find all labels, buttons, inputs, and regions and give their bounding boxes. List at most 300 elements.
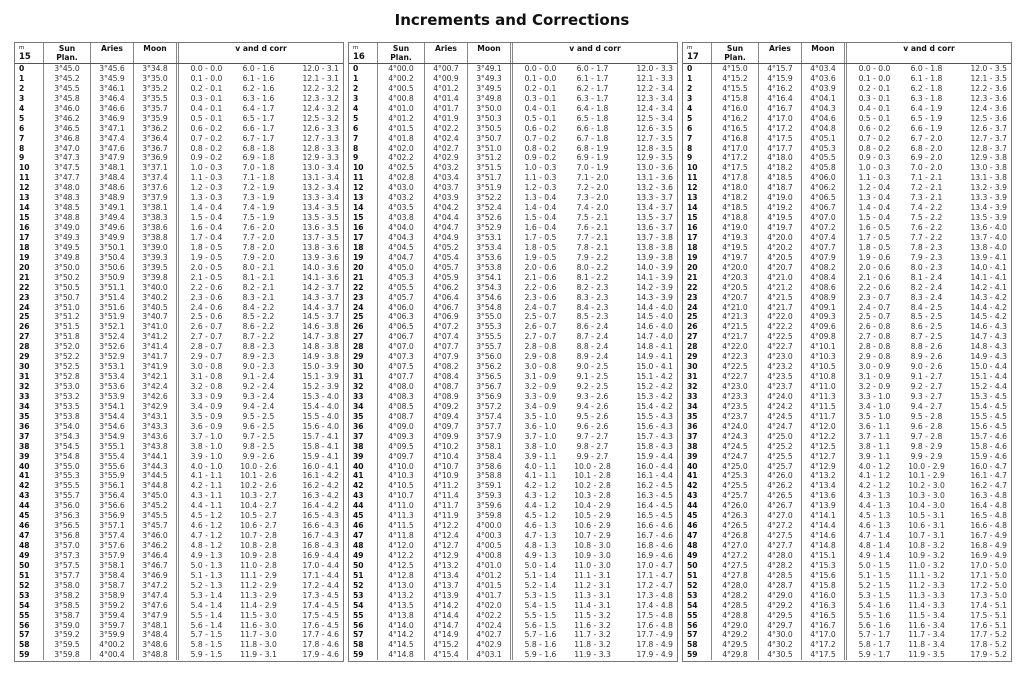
- corr-cell-2: 7.8 - 2.0: [242, 242, 275, 252]
- sun-planets-cell: 3°54.0: [44, 422, 91, 432]
- corr-cell-3: 12.3 - 3.6: [970, 93, 1007, 103]
- corr-cell-2: 7.2 - 2.1: [910, 183, 943, 193]
- corr-cell-1: 2.3 - 0.7: [858, 292, 891, 302]
- corr-cell-2: 7.7 - 2.2: [910, 232, 943, 242]
- aries-cell: 4°09.2: [425, 402, 468, 412]
- corr-cell-3: 14.1 - 3.6: [302, 272, 339, 282]
- sun-planets-cell: 4°06.3: [378, 312, 425, 322]
- moon-cell: 4°11.7: [802, 412, 847, 422]
- corr-cell-2: 6.4 - 1.7: [242, 103, 275, 113]
- aries-cell: 3°49.9: [91, 233, 134, 243]
- seconds-cell: 5: [15, 114, 44, 124]
- corr-cell-1: 4.1 - 1.2: [858, 471, 891, 481]
- corr-cell-2: 8.0 - 2.1: [242, 262, 275, 272]
- corr-cell-2: 11.8 - 3.4: [908, 640, 945, 650]
- seconds-cell: 18: [15, 243, 44, 253]
- increments-table-17: [682, 42, 1012, 662]
- sun-planets-cell: 4°02.2: [378, 153, 425, 163]
- aries-cell: 4°02.4: [425, 134, 468, 144]
- table-row: [683, 561, 1011, 571]
- table-row: [349, 422, 677, 432]
- table-row: [683, 183, 1011, 193]
- corr-cell-2: 10.5 - 3.1: [908, 511, 945, 521]
- seconds-cell: 51: [349, 571, 378, 581]
- corr-cell-2: 10.7 - 3.1: [908, 531, 945, 541]
- sun-planets-cell: 4°03.5: [378, 203, 425, 213]
- corr-cell-1: 3.4 - 1.0: [858, 401, 891, 411]
- corr-cell-1: 2.6 - 0.8: [858, 322, 891, 332]
- corr-cell-3: 12.0 - 3.5: [970, 64, 1007, 73]
- corr-cell-1: 0.0 - 0.0: [858, 64, 891, 73]
- corr-cell-2: 9.7 - 2.7: [576, 431, 609, 441]
- moon-cell: 4°02.9: [468, 640, 513, 650]
- corr-cell-1: 1.1 - 0.3: [190, 173, 223, 183]
- seconds-cell: 9: [683, 153, 712, 163]
- aries-cell: 3°47.6: [91, 144, 134, 154]
- moon-cell: 3°54.3: [468, 283, 513, 293]
- corr-cell-2: 10.5 - 2.9: [574, 511, 611, 521]
- corr-cell-3: 15.9 - 4.6: [970, 451, 1007, 461]
- corr-cell-2: 10.2 - 2.8: [574, 481, 611, 491]
- sun-planets-cell: 3°54.3: [44, 432, 91, 442]
- corr-cell-1: 4.0 - 1.1: [524, 461, 557, 471]
- moon-cell: 4°03.4: [802, 64, 847, 74]
- corr-cell-1: 4.0 - 1.0: [190, 461, 223, 471]
- aries-cell: 4°23.7: [759, 382, 802, 392]
- table-row: [15, 153, 343, 163]
- aries-cell: 3°49.1: [91, 203, 134, 213]
- corr-cell-2: 9.4 - 2.7: [910, 401, 943, 411]
- moon-cell: 3°47.2: [134, 581, 179, 591]
- seconds-cell: 10: [349, 163, 378, 173]
- moon-cell: 3°40.0: [134, 283, 179, 293]
- seconds-cell: 12: [683, 183, 712, 193]
- sun-planets-cell: 4°04.7: [378, 253, 425, 263]
- corr-cell-3: 14.3 - 3.9: [636, 292, 673, 302]
- sun-planets-cell: 4°17.0: [712, 144, 759, 154]
- sun-planets-cell: 4°20.3: [712, 273, 759, 283]
- corr-cell-3: 16.5 - 4.5: [636, 511, 673, 521]
- corr-cell-3: 14.3 - 4.2: [970, 292, 1007, 302]
- corr-cell-1: 5.9 - 1.5: [190, 650, 223, 660]
- corr-cell-1: 3.4 - 0.9: [190, 401, 223, 411]
- corr-cell-2: 7.8 - 2.1: [576, 242, 609, 252]
- corr-cell-1: 2.8 - 0.8: [524, 342, 557, 352]
- aries-cell: 3°50.4: [91, 253, 134, 263]
- corr-cell-2: 6.1 - 1.6: [242, 73, 275, 83]
- corr-cell-3: 12.4 - 3.2: [302, 103, 339, 113]
- corr-cell-3: 12.9 - 3.8: [970, 153, 1007, 163]
- aries-cell: 4°09.9: [425, 432, 468, 442]
- moon-cell: 4°07.4: [802, 233, 847, 243]
- corr-cell-2: 11.5 - 3.0: [240, 610, 277, 620]
- corr-cell-2: 6.5 - 1.8: [576, 113, 609, 123]
- table-row: [683, 571, 1011, 581]
- aries-cell: 3°50.1: [91, 243, 134, 253]
- corr-cell-3: 13.6 - 3.5: [302, 223, 339, 232]
- sun-planets-cell: 4°14.8: [378, 650, 425, 660]
- table-row: [349, 462, 677, 472]
- table-row: [349, 84, 677, 94]
- corr-cell-3: 12.5 - 3.6: [970, 113, 1007, 123]
- moon-cell: 3°51.7: [468, 173, 513, 183]
- seconds-cell: 2: [15, 84, 44, 94]
- moon-cell: 3°35.2: [134, 84, 179, 94]
- aries-cell: 3°45.9: [91, 74, 134, 84]
- moon-cell: 4°08.6: [802, 283, 847, 293]
- seconds-cell: 29: [15, 352, 44, 362]
- sun-planets-cell: 4°20.5: [712, 283, 759, 293]
- corr-cell-3: 16.1 - 4.7: [970, 471, 1007, 481]
- moon-cell: 3°46.2: [134, 541, 179, 551]
- corr-cell-2: 8.7 - 2.2: [242, 332, 275, 342]
- moon-cell: 4°08.9: [802, 293, 847, 303]
- seconds-cell: 3: [683, 94, 712, 104]
- corr-cell-3: 12.4 - 3.4: [636, 103, 673, 113]
- sun-planets-cell: 4°21.7: [712, 332, 759, 342]
- corr-cell-3: 16.2 - 4.2: [302, 481, 339, 491]
- table-row: [15, 114, 343, 124]
- sun-planets-cell: 4°02.8: [378, 173, 425, 183]
- sun-planets-cell: 4°17.8: [712, 173, 759, 183]
- seconds-cell: 8: [15, 144, 44, 154]
- corr-cell-2: 11.4 - 2.9: [240, 600, 277, 610]
- aries-cell: 4°00.4: [91, 650, 134, 660]
- sun-planets-cell: 4°22.0: [712, 342, 759, 352]
- corr-cell-3: 14.1 - 3.9: [636, 272, 673, 282]
- moon-cell: 3°52.4: [468, 203, 513, 213]
- corr-cell-3: 12.0 - 3.1: [302, 64, 339, 73]
- seconds-cell: 56: [349, 621, 378, 631]
- corr-cell-2: 10.7 - 2.8: [240, 531, 277, 541]
- table-row: [349, 74, 677, 84]
- corr-cell-3: 13.4 - 3.9: [970, 203, 1007, 213]
- sun-planets-cell: 4°26.0: [712, 501, 759, 511]
- sun-planets-cell: 4°10.7: [378, 491, 425, 501]
- aries-cell: 3°55.4: [91, 452, 134, 462]
- corr-cell-3: 14.7 - 4.0: [636, 332, 673, 342]
- corr-cell-1: 2.4 - 0.7: [858, 302, 891, 312]
- corr-cell-2: 10.6 - 2.7: [240, 521, 277, 531]
- corr-cell-3: 16.2 - 4.5: [636, 481, 673, 491]
- seconds-cell: 21: [349, 273, 378, 283]
- corr-cell-3: 16.9 - 4.4: [302, 550, 339, 560]
- corr-cell-1: 0.3 - 0.1: [858, 93, 891, 103]
- corr-cell-2: 9.1 - 2.4: [242, 372, 275, 382]
- corr-cell-1: 2.5 - 0.7: [524, 312, 557, 322]
- seconds-cell: 31: [15, 372, 44, 382]
- sun-planets-cell: 4°19.3: [712, 233, 759, 243]
- corr-cell-3: 12.9 - 3.3: [302, 153, 339, 163]
- corr-cell-2: 6.0 - 1.7: [576, 64, 609, 73]
- corr-cell-1: 0.5 - 0.1: [524, 113, 557, 123]
- aries-cell: 4°12.4: [425, 531, 468, 541]
- corr-cell-1: 4.8 - 1.2: [190, 541, 223, 550]
- corr-cell-1: 0.7 - 0.2: [858, 133, 891, 143]
- header-sun-planets: [44, 43, 91, 63]
- table-row: [349, 124, 677, 134]
- corr-cell-2: 9.3 - 2.7: [910, 391, 943, 401]
- table-row: [15, 273, 343, 283]
- corr-cell-2: 11.4 - 3.1: [574, 600, 611, 610]
- corr-cell-2: 11.6 - 3.0: [240, 620, 277, 630]
- aries-cell: 4°20.2: [759, 243, 802, 253]
- corr-cell-1: 3.2 - 0.9: [524, 382, 557, 391]
- aries-cell: 4°06.2: [425, 283, 468, 293]
- corr-cell-3: 12.4 - 3.6: [970, 103, 1007, 113]
- aries-cell: 3°51.6: [91, 303, 134, 313]
- corr-cell-1: 0.6 - 0.2: [858, 123, 891, 133]
- corr-cell-3: 13.6 - 3.7: [636, 223, 673, 232]
- corr-cell-2: 9.1 - 2.7: [910, 372, 943, 382]
- table-row: [15, 581, 343, 591]
- corr-cell-1: 3.1 - 0.9: [524, 372, 557, 382]
- aries-cell: 4°25.0: [759, 432, 802, 442]
- corr-cell-1: 0.4 - 0.1: [190, 103, 223, 113]
- aries-cell: 3°49.4: [91, 213, 134, 223]
- corr-cell-1: 1.8 - 0.5: [524, 242, 557, 252]
- corr-cell-1: 3.2 - 0.8: [190, 382, 223, 391]
- corr-cell-1: 3.8 - 1.1: [858, 441, 891, 451]
- aries-cell: 4°04.4: [425, 213, 468, 223]
- table-row: [683, 64, 1011, 74]
- table-row: [683, 243, 1011, 253]
- table-row: [15, 84, 343, 94]
- corr-cell-3: 16.0 - 4.7: [970, 461, 1007, 471]
- corr-cell-1: 5.0 - 1.3: [190, 560, 223, 570]
- corr-cell-3: 14.9 - 4.1: [636, 352, 673, 362]
- table-row: [15, 630, 343, 640]
- seconds-cell: 54: [349, 601, 378, 611]
- corr-cell-1: 3.8 - 1.0: [190, 441, 223, 451]
- corr-cell-2: 8.9 - 2.3: [242, 352, 275, 362]
- table-row: [15, 303, 343, 313]
- seconds-cell: 39: [683, 452, 712, 462]
- aries-cell: 4°18.5: [759, 173, 802, 183]
- seconds-cell: 15: [349, 213, 378, 223]
- sun-planets-cell: 4°19.5: [712, 243, 759, 253]
- aries-cell: 4°08.7: [425, 382, 468, 392]
- table-row: [349, 581, 677, 591]
- corr-cell-1: 5.0 - 1.5: [858, 560, 891, 570]
- corr-cell-3: 16.3 - 4.8: [970, 491, 1007, 501]
- table-row: [683, 144, 1011, 154]
- corr-cell-3: 15.0 - 3.9: [302, 362, 339, 372]
- seconds-cell: 18: [683, 243, 712, 253]
- corr-cell-1: 5.9 - 1.7: [858, 650, 891, 660]
- table-row: [349, 163, 677, 173]
- moon-cell: 3°35.5: [134, 94, 179, 104]
- corr-cell-3: 17.7 - 4.6: [302, 630, 339, 640]
- moon-cell: 3°37.4: [134, 173, 179, 183]
- corr-cell-2: 8.7 - 2.5: [910, 332, 943, 342]
- moon-cell: 4°16.0: [802, 591, 847, 601]
- corr-cell-2: 8.4 - 2.3: [576, 302, 609, 312]
- aries-cell: 4°14.4: [425, 611, 468, 621]
- aries-cell: 4°30.2: [759, 640, 802, 650]
- corr-cell-1: 0.5 - 0.1: [190, 113, 223, 123]
- aries-cell: 3°46.4: [91, 94, 134, 104]
- corr-cell-2: 8.6 - 2.2: [242, 322, 275, 332]
- header-minute-value: 15: [19, 52, 31, 62]
- moon-cell: 4°10.5: [802, 362, 847, 372]
- aries-cell: 3°52.6: [91, 342, 134, 352]
- seconds-cell: 38: [349, 442, 378, 452]
- seconds-cell: 25: [349, 312, 378, 322]
- corr-cell-2: 6.0 - 1.6: [242, 64, 275, 73]
- corr-cell-2: 8.5 - 2.2: [242, 312, 275, 322]
- table-row: [349, 253, 677, 263]
- corr-cell-3: 14.1 - 4.1: [970, 272, 1007, 282]
- corr-cell-1: 5.6 - 1.5: [524, 620, 557, 630]
- moon-cell: 4°01.7: [468, 591, 513, 601]
- corr-cell-1: 3.6 - 1.0: [524, 421, 557, 431]
- corr-cell-2: 8.4 - 2.2: [242, 302, 275, 312]
- corr-cell-1: 3.7 - 1.0: [190, 431, 223, 441]
- aries-cell: 4°00.7: [425, 64, 468, 74]
- seconds-cell: 30: [683, 362, 712, 372]
- corr-cell-3: 13.1 - 3.4: [302, 173, 339, 183]
- sun-planets-cell: 4°05.5: [378, 283, 425, 293]
- corr-cell-2: 7.2 - 2.0: [576, 183, 609, 193]
- sun-planets-cell: 4°16.0: [712, 104, 759, 114]
- header-minute: [683, 43, 712, 63]
- sun-planets-cell: 4°01.8: [378, 134, 425, 144]
- table-row: [349, 134, 677, 144]
- sun-planets-cell: 4°29.2: [712, 630, 759, 640]
- seconds-cell: 35: [683, 412, 712, 422]
- seconds-cell: 23: [15, 293, 44, 303]
- seconds-cell: 1: [683, 74, 712, 84]
- sun-planets-cell: 4°25.7: [712, 491, 759, 501]
- corr-cell-1: 0.8 - 0.2: [190, 143, 223, 153]
- sun-planets-cell: 3°47.3: [44, 153, 91, 163]
- corr-cell-1: 2.3 - 0.6: [524, 292, 557, 302]
- seconds-cell: 6: [15, 124, 44, 134]
- seconds-cell: 55: [683, 611, 712, 621]
- sun-planets-cell: 3°54.5: [44, 442, 91, 452]
- aries-cell: 4°03.9: [425, 193, 468, 203]
- seconds-cell: 19: [15, 253, 44, 263]
- moon-cell: 3°41.4: [134, 342, 179, 352]
- corr-cell-3: 16.3 - 4.2: [302, 491, 339, 501]
- table-row: [349, 481, 677, 491]
- table-row: [349, 213, 677, 223]
- table-body: [683, 64, 1011, 662]
- corr-cell-3: 15.6 - 4.0: [302, 421, 339, 431]
- corr-cell-3: 17.4 - 4.8: [636, 600, 673, 610]
- seconds-cell: 5: [349, 114, 378, 124]
- corr-cell-1: 1.3 - 0.4: [524, 193, 557, 203]
- moon-cell: 3°45.2: [134, 501, 179, 511]
- seconds-cell: 4: [683, 104, 712, 114]
- table-row: [15, 243, 343, 253]
- corr-cell-1: 4.4 - 1.1: [190, 501, 223, 511]
- corr-cell-2: 10.8 - 3.2: [908, 541, 945, 550]
- corr-cell-3: 14.9 - 4.3: [970, 352, 1007, 362]
- table-row: [683, 442, 1011, 452]
- corr-cell-3: 17.7 - 5.2: [970, 630, 1007, 640]
- corr-cell-2: 9.6 - 2.8: [910, 421, 943, 431]
- corr-cell-1: 1.4 - 0.4: [858, 203, 891, 213]
- moon-cell: 3°50.5: [468, 124, 513, 134]
- table-row: [683, 621, 1011, 631]
- moon-cell: 3°46.9: [134, 571, 179, 581]
- corr-cell-2: 11.9 - 3.1: [240, 650, 277, 660]
- moon-cell: 3°50.0: [468, 104, 513, 114]
- table-row: [683, 332, 1011, 342]
- corr-cell-2: 8.7 - 2.4: [576, 332, 609, 342]
- sun-planets-cell: 4°19.0: [712, 223, 759, 233]
- aries-cell: 4°03.4: [425, 173, 468, 183]
- moon-cell: 3°34.8: [134, 64, 179, 74]
- corr-cell-1: 2.7 - 0.7: [524, 332, 557, 342]
- table-row: [349, 243, 677, 253]
- moon-cell: 4°13.9: [802, 501, 847, 511]
- aries-cell: 3°53.9: [91, 392, 134, 402]
- corr-cell-2: 8.1 - 2.1: [242, 272, 275, 282]
- sun-planets-cell: 3°58.2: [44, 591, 91, 601]
- moon-cell: 4°10.1: [802, 342, 847, 352]
- sun-planets-cell: 4°00.0: [378, 64, 425, 74]
- corr-cell-2: 7.4 - 2.0: [576, 203, 609, 213]
- sun-planets-cell: 3°59.5: [44, 640, 91, 650]
- corr-cell-3: 17.6 - 5.1: [970, 620, 1007, 630]
- sun-planets-cell: 4°25.3: [712, 471, 759, 481]
- seconds-cell: 20: [683, 263, 712, 273]
- aries-cell: 3°53.6: [91, 382, 134, 392]
- table-row: [683, 124, 1011, 134]
- table-row: [349, 94, 677, 104]
- seconds-cell: 53: [349, 591, 378, 601]
- moon-cell: 3°35.9: [134, 114, 179, 124]
- table-row: [15, 452, 343, 462]
- seconds-cell: 0: [683, 64, 712, 74]
- sun-planets-cell: 3°56.3: [44, 511, 91, 521]
- corr-cell-3: 12.5 - 3.4: [636, 113, 673, 123]
- corr-cell-1: 2.2 - 0.6: [524, 282, 557, 292]
- seconds-cell: 11: [683, 173, 712, 183]
- corr-cell-2: 9.8 - 2.5: [242, 441, 275, 451]
- moon-cell: 3°51.0: [468, 144, 513, 154]
- moon-cell: 3°38.3: [134, 213, 179, 223]
- table-row: [349, 511, 677, 521]
- corr-cell-1: 2.0 - 0.6: [524, 262, 557, 272]
- aries-cell: 3°57.4: [91, 531, 134, 541]
- table-row: [683, 293, 1011, 303]
- corr-cell-2: 8.2 - 2.3: [576, 282, 609, 292]
- seconds-cell: 22: [15, 283, 44, 293]
- corr-cell-2: 7.1 - 2.1: [910, 173, 943, 183]
- corr-cell-3: 17.5 - 4.8: [636, 610, 673, 620]
- seconds-cell: 28: [349, 342, 378, 352]
- corr-cell-2: 7.0 - 2.0: [910, 163, 943, 173]
- corr-cell-2: 6.0 - 1.8: [910, 64, 943, 73]
- aries-cell: 4°15.2: [425, 640, 468, 650]
- table-row: [349, 362, 677, 372]
- moon-cell: 3°47.9: [134, 611, 179, 621]
- corr-cell-1: 3.3 - 0.9: [524, 391, 557, 401]
- corr-cell-2: 11.7 - 3.2: [574, 630, 611, 640]
- aries-cell: 4°06.7: [425, 303, 468, 313]
- sun-planets-cell: 3°45.2: [44, 74, 91, 84]
- aries-cell: 4°28.0: [759, 551, 802, 561]
- corr-cell-2: 10.4 - 2.7: [240, 501, 277, 511]
- table-row: [683, 84, 1011, 94]
- corr-cell-3: 16.6 - 4.3: [302, 521, 339, 531]
- table-row: [683, 591, 1011, 601]
- sun-planets-cell: 3°49.5: [44, 243, 91, 253]
